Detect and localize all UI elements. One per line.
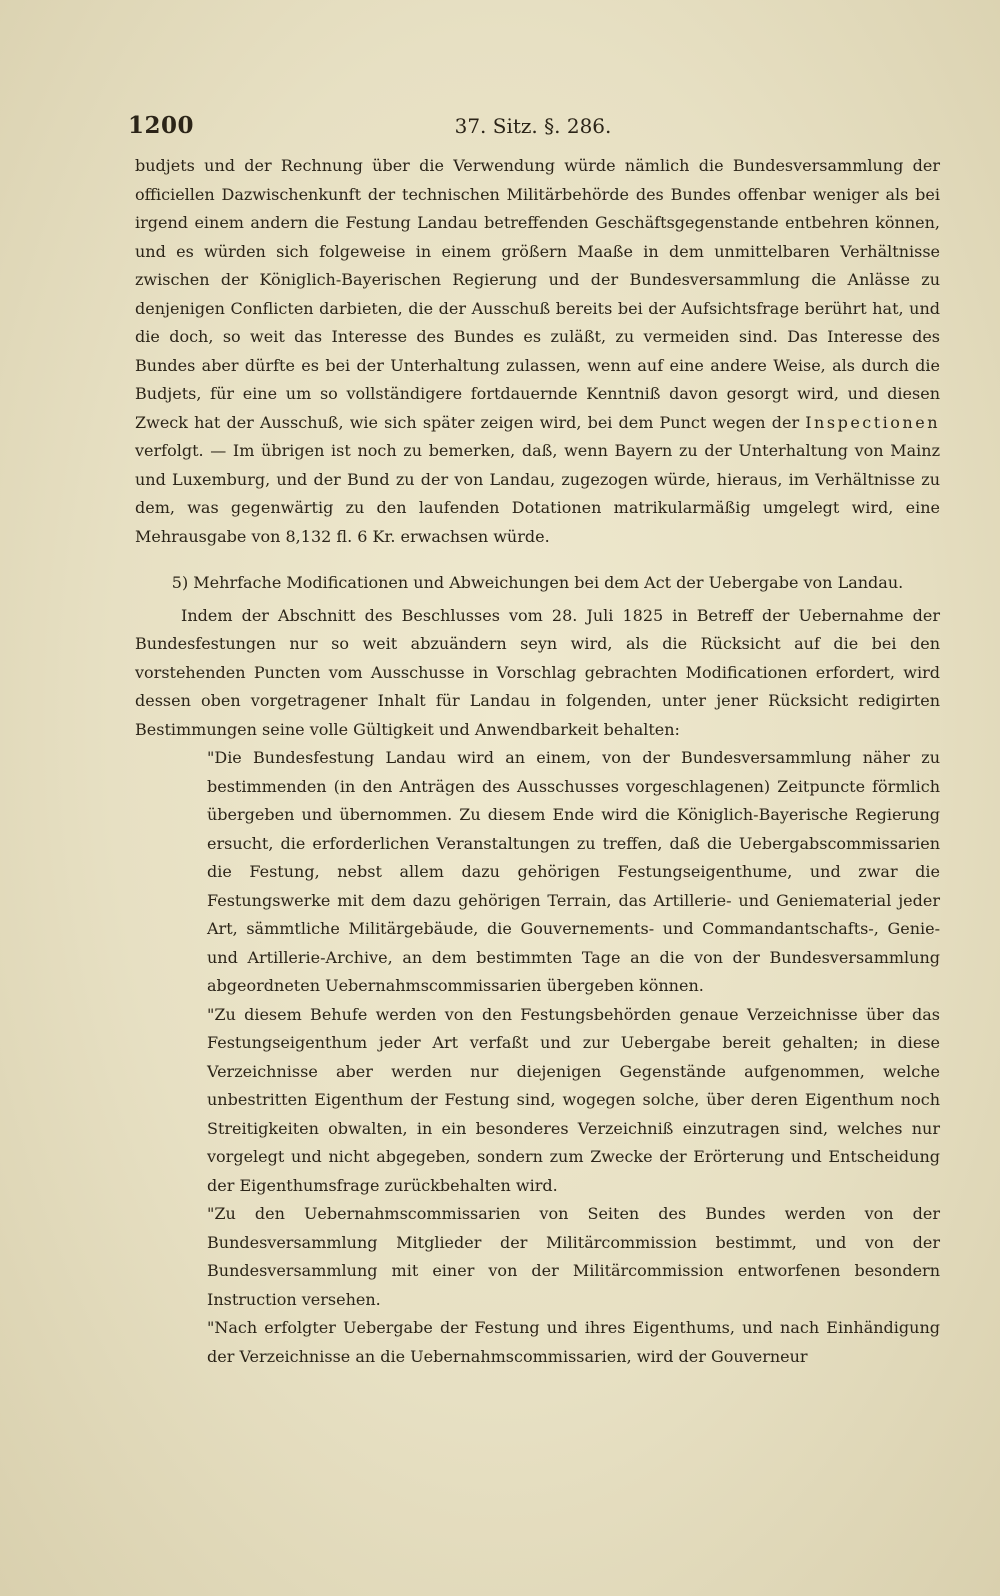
section-heading: 5) Mehrfache Modificationen und Abweichungen bei dem Act der Uebergabe von Landau. [171,573,904,592]
quoted-paragraph: "Zu den Uebernahmscommissarien von Seiten des Bundes werden von der Bundesversammlung Mitglieder der Militärcommission bestimmt, und von der Bundesversammlung mit einer von der Militärcommission entworfenen besondern Instruction versehen. [207,1204,940,1309]
paragraph-text-tail: verfolgt. — Im übrigen ist noch zu bemerken, daß, wenn Bayern zu der Unterhaltung von Mainz und Luxemburg, und der Bund zu der von Landau, zugezogen würde, hieraus, im Verhältnisse zu dem, was gegenwärtig zu den laufenden Dotationen matrikularmäßig umgelegt wird, eine Mehrausgabe von 8,132 fl. 6 Kr. erwachsen würde. [135,441,940,546]
quoted-paragraph: "Zu diesem Behufe werden von den Festungsbehörden genaue Verzeichnisse über das Festungseigenthum jeder Art verfaßt und zur Uebergabe bereit gehalten; in diese Verzeichnisse aber werden nur diejenigen Gegenstände aufgenommen, welche unbestritten Eigenthum der Festung sind, wogegen solche, über deren Eigenthum noch Streitigkeiten obwalten, in ein besonderes Verzeichniß einzutragen sind, welches nur vorgelegt und nicht abgegeben, sondern zum Zwecke der Erörterung und Entscheidung der Eigenthumsfrage zurückbehalten wird. [207,1004,940,1195]
running-head: 37. Sitz. §. 286. [454,114,612,138]
page-body [135,152,940,1371]
page-header [128,112,938,148]
page-number: 1200 [128,112,195,139]
paragraph: Indem der Abschnitt des Beschlusses vom 28. Juli 1825 in Betreff der Uebernahme der Bundesfestungen nur so weit abzuändern seyn wird, als die Rücksicht auf die bei den vorstehenden Puncten vom Ausschusse in Vorschlag gebrachten Modificationen erfordert, wird dessen oben vorgetragener Inhalt für Landau in folgenden, unter jener Rücksicht redigirten Bestimmungen seine volle Gültigkeit und Anwendbarkeit behalten: [135,605,940,739]
spaced-term: Inspectionen [805,412,940,432]
quoted-paragraph: "Die Bundesfestung Landau wird an einem, von der Bundesversammlung näher zu bestimmenden (in den Anträgen des Ausschusses vorgeschlagenen) Zeitpuncte förmlich übergeben und übernommen. Zu diesem Ende wird die Königlich-Bayerische Regierung ersucht, die erforderlichen Veranstaltungen zu treffen, daß die Uebergabscommissarien die Festung, nebst allem dazu gehörigen Festungseigenthume, und zwar die Festungswerke mit dem dazu gehörigen Terrain, das Artillerie- und Geniematerial jeder Art, sämmtliche Militärgebäude, die Gouvernements- und Commandantschafts-, Genie- und Artillerie-Archive, an dem bestimmten Tage an die von der Bundesversammlung abgeordneten Uebernahmscommissarien übergeben können. [207,748,940,995]
paragraph-continuation [135,152,940,551]
quoted-paragraph: "Nach erfolgter Uebergabe der Festung und ihres Eigenthums, und nach Einhändigung der Verzeichnisse an die Uebernahmscommissarien, wird der Gouverneur [207,1318,940,1366]
paragraph-text: budjets und der Rechnung über die Verwendung würde nämlich die Bundesversammlung der officiellen Dazwischenkunft der technischen Militärbehörde des Bundes offenbar weniger als bei irgend einem andern die Festung Landau betreffenden Geschäftsgegenstande entbehren können, und es würden sich folgeweise in einem größern Maaße in dem unmittelbaren Verhältnisse zwischen der Königlich-Bayerischen Regierung und der Bundesversammlung die Anlässe zu denjenigen Conflicten darbieten, die der Ausschuß bereits bei der Aufsichtsfrage berührt hat, und die doch, so weit das Interesse des Bundes es zuläßt, zu vermeiden sind. Das Interesse des Bundes aber dürfte es bei der Unterhaltung zulassen, wenn auf eine andere Weise, als durch die Budjets, für eine um so vollständigere fortdauernde Kenntniß davon gesorgt wird, und diesen Zweck hat der Ausschuß, wie sich später zeigen wird, bei dem Punct wegen der [135,156,940,432]
